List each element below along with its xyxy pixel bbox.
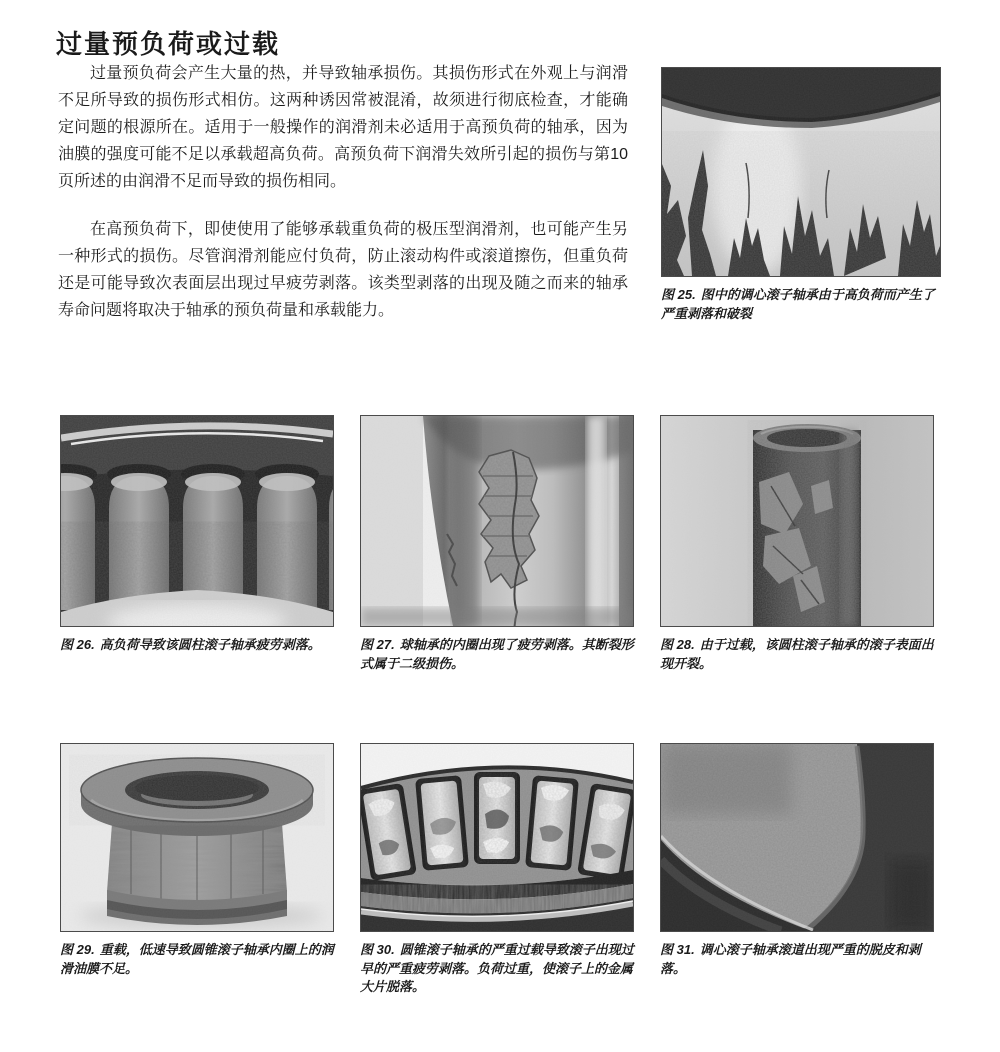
- figure-26-photo: [60, 415, 334, 627]
- figure-25: [661, 67, 941, 323]
- page-title: 过量预负荷或过载: [56, 29, 281, 59]
- figure-30-photo: [360, 743, 634, 932]
- figure-25-caption-text: 图中的调心滚子轴承由于高负荷而产生了严重剥落和破裂: [661, 287, 935, 321]
- figure-29-label: 图 29.: [60, 942, 95, 957]
- figure-29-photo: [60, 743, 334, 932]
- figure-27-label: 图 27.: [360, 637, 395, 652]
- figure-29-caption-text: 重载，低速导致圆锥滚子轴承内圈上的润滑油膜不足。: [60, 942, 334, 976]
- figure-30-caption: [360, 941, 634, 997]
- figure-29: [60, 743, 334, 978]
- figure-25-photo: [661, 67, 941, 277]
- figure-25-caption: [661, 286, 941, 323]
- figure-28-caption-text: 由于过载，该圆柱滚子轴承的滚子表面出现开裂。: [660, 637, 934, 671]
- figure-26-caption: [60, 636, 334, 655]
- figure-28-caption: [660, 636, 934, 673]
- figure-31-label: 图 31.: [660, 942, 695, 957]
- figure-27-caption: [360, 636, 634, 673]
- figure-30: [360, 743, 634, 997]
- figure-31: [660, 743, 934, 978]
- paragraph-1: 过量预负荷会产生大量的热，并导致轴承损伤。其损伤形式在外观上与润滑不足所导致的损伤形式相仿。这两种诱因常被混淆，故须进行彻底检查，才能确定问题的根源所在。适用于一般操作的润滑剂未必适用于高预负荷的轴承，因为油膜的强度可能不足以承载超高负荷。高预负荷下润滑失效所引起的损伤与第10页所述的由润滑不足而导致的损伤相同。: [58, 65, 628, 190]
- figure-29-caption: [60, 941, 334, 978]
- figure-31-photo: [660, 743, 934, 932]
- figure-27-caption-text: 球轴承的内圈出现了疲劳剥落。其断裂形式属于二级损伤。: [360, 637, 634, 671]
- figure-27: [360, 415, 634, 673]
- figure-28: [660, 415, 934, 673]
- figure-31-caption: [660, 941, 934, 978]
- figure-30-caption-text: 圆锥滚子轴承的严重过载导致滚子出现过早的严重疲劳剥落。负荷过重，使滚子上的金属大片脱落。: [360, 942, 634, 994]
- figure-31-caption-text: 调心滚子轴承滚道出现严重的脱皮和剥落。: [660, 942, 921, 976]
- figure-27-photo: [360, 415, 634, 627]
- figure-26-caption-text: 高负荷导致该圆柱滚子轴承疲劳剥落。: [99, 637, 321, 652]
- paragraph-2: 在高预负荷下，即使使用了能够承载重负荷的极压型润滑剂，也可能产生另一种形式的损伤。尽管润滑剂能应付负荷，防止滚动构件或滚道擦伤，但重负荷还是可能导致次表面层出现过早疲劳剥落。该类型剥落的出现及随之而来的轴承寿命问题将取决于轴承的预负荷量和承载能力。: [58, 221, 628, 319]
- figure-26: [60, 415, 334, 655]
- figure-30-label: 图 30.: [360, 942, 395, 957]
- figure-28-label: 图 28.: [660, 637, 695, 652]
- figure-25-label: 图 25.: [661, 287, 696, 302]
- figure-28-photo: [660, 415, 934, 627]
- figure-26-label: 图 26.: [60, 637, 95, 652]
